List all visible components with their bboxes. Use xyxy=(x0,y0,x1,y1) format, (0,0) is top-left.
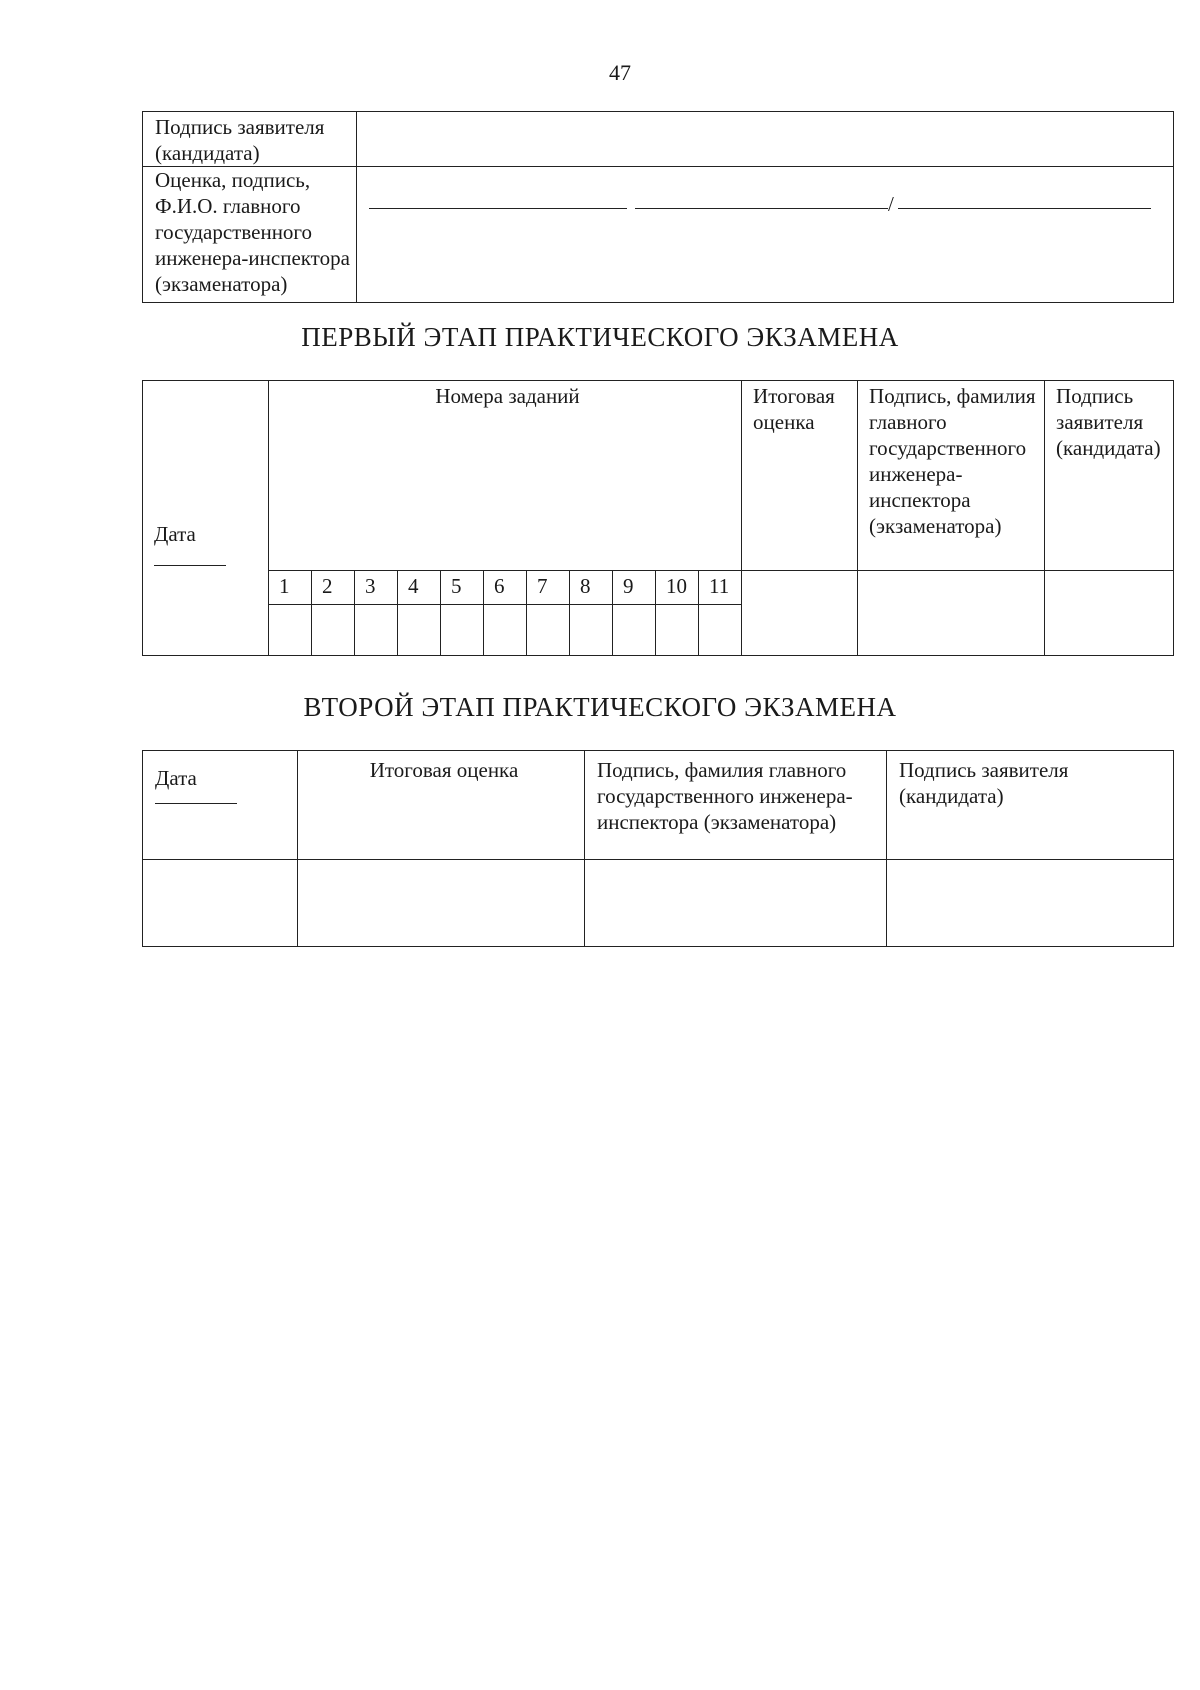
task-score-field[interactable] xyxy=(355,605,398,656)
final-grade-header: Итоговая оценка xyxy=(298,751,585,860)
stage1-heading: ПЕРВЫЙ ЭТАП ПРАКТИЧЕСКОГО ЭКЗАМЕНА xyxy=(301,322,899,352)
task-score-field[interactable] xyxy=(656,605,699,656)
task-number: 6 xyxy=(484,571,527,605)
final-grade-field[interactable] xyxy=(742,571,858,656)
task-number: 1 xyxy=(269,571,312,605)
date-label: Дата xyxy=(155,766,197,790)
applicant-signature-header: Подпись заявителя (кандидата) xyxy=(1045,381,1174,571)
task-score-field[interactable] xyxy=(699,605,742,656)
grade-line[interactable] xyxy=(369,208,627,209)
date-cell[interactable] xyxy=(143,751,298,860)
inspector-signature-field[interactable] xyxy=(585,860,887,947)
date-cell[interactable] xyxy=(143,381,269,656)
grade-signature-field[interactable] xyxy=(357,167,1174,303)
slash-separator: / xyxy=(888,192,894,216)
applicant-signature-field[interactable] xyxy=(357,112,1174,167)
task-score-field[interactable] xyxy=(441,605,484,656)
inspector-signature-header: Подпись, фамилия главного государственного инженера-инспектора (экзаменатора) xyxy=(858,381,1045,571)
page-number: 47 xyxy=(609,60,631,85)
task-score-field[interactable] xyxy=(484,605,527,656)
task-numbers-header: Номера заданий xyxy=(269,381,742,571)
stage2-heading: ВТОРОЙ ЭТАП ПРАКТИЧЕСКОГО ЭКЗАМЕНА xyxy=(303,692,897,722)
task-number: 11 xyxy=(699,571,742,605)
task-score-field[interactable] xyxy=(398,605,441,656)
task-score-field[interactable] xyxy=(312,605,355,656)
applicant-signature-field[interactable] xyxy=(887,860,1174,947)
task-score-field[interactable] xyxy=(570,605,613,656)
grade-signature-label xyxy=(143,167,357,303)
grade-label-line: Оценка, подпись, xyxy=(155,168,311,192)
applicant-signature-label: Подпись заявителя (кандидата) xyxy=(143,112,357,167)
date-label: Дата xyxy=(154,521,196,546)
task-number: 8 xyxy=(570,571,613,605)
inspector-signature-header: Подпись, фамилия главного государственного инженера-инспектора (экзаменатора) xyxy=(585,751,887,860)
full-name-line[interactable] xyxy=(898,208,1151,209)
task-number: 7 xyxy=(527,571,570,605)
task-number: 9 xyxy=(613,571,656,605)
task-number: 10 xyxy=(656,571,699,605)
grade-label-line: государственного xyxy=(155,220,313,244)
task-number: 4 xyxy=(398,571,441,605)
applicant-signature-header: Подпись заявителя (кандидата) xyxy=(887,751,1174,860)
grade-label-line: инженера-инспектора xyxy=(155,246,350,270)
inspector-signature-field[interactable] xyxy=(858,571,1045,656)
date-field[interactable] xyxy=(143,860,298,947)
grade-label-line: (экзаменатора) xyxy=(155,272,288,296)
task-score-field[interactable] xyxy=(527,605,570,656)
applicant-signature-field[interactable] xyxy=(1045,571,1174,656)
signature-table xyxy=(142,111,1174,303)
final-grade-header: Итоговая оценка xyxy=(742,381,858,571)
task-score-field[interactable] xyxy=(269,605,312,656)
date-underline xyxy=(154,565,226,566)
task-number: 5 xyxy=(441,571,484,605)
task-number: 2 xyxy=(312,571,355,605)
signature-line[interactable] xyxy=(635,208,888,209)
stage1-table xyxy=(142,380,1174,656)
task-score-field[interactable] xyxy=(613,605,656,656)
stage2-table xyxy=(142,750,1174,947)
final-grade-field[interactable] xyxy=(298,860,585,947)
task-number: 3 xyxy=(355,571,398,605)
grade-label-line: Ф.И.О. главного xyxy=(155,194,301,218)
date-underline xyxy=(155,803,237,804)
